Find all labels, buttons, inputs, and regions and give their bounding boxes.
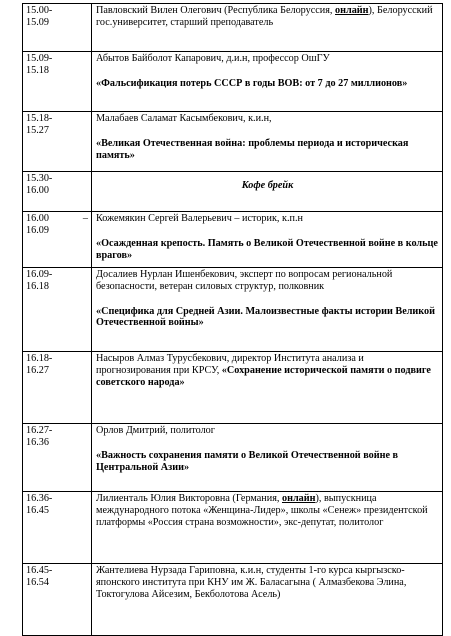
- time-end: 16.54: [26, 576, 49, 588]
- table-row: [23, 172, 443, 212]
- time-end: 16.45: [26, 504, 49, 516]
- speaker-desc: Кожемякин Сергей Валерьевич – историк, к.п.н: [96, 213, 303, 224]
- speaker-desc: Павловский Вилен Олегович (Республика Белоруссия,: [96, 5, 336, 16]
- time-end: 16.27: [26, 364, 49, 376]
- speaker-desc: Лилиенталь Юлия Викторовна (Германия,: [96, 493, 282, 504]
- table-row: [23, 492, 443, 564]
- time-end: 15.18: [26, 64, 49, 76]
- speaker-cell: [92, 564, 443, 636]
- table-row: [23, 212, 443, 268]
- talk-title: «Важность сохранения памяти о Великой Отечественной войне в Центральной Азии»: [96, 449, 399, 473]
- time-start: 16.00: [26, 213, 49, 224]
- time-cell: [23, 4, 92, 52]
- schedule-table: [22, 3, 443, 636]
- talk-title: «Осажденная крепость. Память о Великой Отечественной войне в кольце врагов»: [96, 237, 438, 261]
- time-cell: [23, 172, 92, 212]
- speaker-desc: Досалиев Нурлан Ишенбекович, эксперт по вопросам региональной безопасности, ветеран силовых структур, полковник: [96, 269, 393, 292]
- speaker-desc-cont: ), Белорусский гос.университет, старший преподаватель: [96, 5, 433, 28]
- speaker-cell: [92, 212, 443, 268]
- talk-title: «Фальсификация потерь СССР в годы ВОВ: от 7 до 27 миллионов»: [96, 77, 408, 89]
- online-badge: онлайн: [281, 493, 316, 504]
- time-end: 16.36: [26, 436, 49, 448]
- speaker-desc: Насыров Алмаз Турусбекович, директор Института анализа и прогнозирования при КРСУ,: [96, 353, 364, 376]
- time-cell: [23, 492, 92, 564]
- talk-title: «Специфика для Средней Азии. Малоизвестные факты истории Великой Отечественной войны»: [96, 305, 436, 329]
- talk-title: «Сохранение исторической памяти о подвиге советского народа»: [96, 364, 431, 388]
- time-cell: [23, 52, 92, 112]
- speaker-desc: Малабаев Саламат Касымбекович, к.и.н,: [96, 113, 272, 124]
- speaker-cell: [92, 112, 443, 172]
- time-dash: –: [82, 213, 88, 224]
- table-row: [23, 352, 443, 424]
- time-start: 15.30-: [26, 173, 53, 184]
- time-start: 15.00-: [26, 5, 53, 16]
- time-start: 16.09-: [26, 269, 53, 280]
- time-start: 16.36-: [26, 493, 53, 504]
- table-row: [23, 564, 443, 636]
- time-end: 15.27: [26, 124, 49, 136]
- speaker-cell: [92, 52, 443, 112]
- time-end: 16.09: [26, 224, 49, 236]
- time-cell: [23, 352, 92, 424]
- time-cell: [23, 268, 92, 352]
- time-start: 15.09-: [26, 53, 53, 64]
- speaker-cell: [92, 268, 443, 352]
- time-cell: [23, 112, 92, 172]
- speaker-cell: [92, 4, 443, 52]
- time-cell: [23, 564, 92, 636]
- speaker-desc: Абытов Байболот Капарович, д.и.н, профессор ОшГУ: [96, 53, 330, 64]
- talk-title: «Великая Отечественная война: проблемы периода и историческая память»: [96, 137, 409, 161]
- time-start: 16.18-: [26, 353, 53, 364]
- time-start: 16.45-: [26, 565, 53, 576]
- table-row: [23, 4, 443, 52]
- table-row: [23, 424, 443, 492]
- time-end: 15.09: [26, 16, 49, 28]
- speaker-cell: [92, 492, 443, 564]
- time-end: 16.18: [26, 280, 49, 292]
- table-row: [23, 268, 443, 352]
- coffee-break-label: Кофе брейк: [92, 172, 443, 212]
- table-row: [23, 112, 443, 172]
- time-cell: [23, 212, 92, 268]
- table-row: [23, 52, 443, 112]
- time-start: 16.27-: [26, 425, 53, 436]
- speaker-desc-cont: ), выпускница международного потока «Женщина-Лидер», школы «Сенеж» президентской платформы «Россия страна возможности», экс-депутат, политолог: [96, 493, 428, 528]
- speaker-desc: Жантелиева Нурзада Гариповна, к.и.н, студенты 1-го курса кыргызско-японского института при КНУ им Ж. Баласагына ( Алмазбекова Элина, Токтогулова Айсезим, Бекболотова Асель): [96, 565, 407, 600]
- speaker-desc: Орлов Дмитрий, политолог: [96, 425, 215, 436]
- time-cell: [23, 424, 92, 492]
- time-start: 15.18-: [26, 113, 53, 124]
- speaker-cell: [92, 352, 443, 424]
- speaker-cell: [92, 424, 443, 492]
- time-end: 16.00: [26, 184, 49, 196]
- online-badge: онлайн: [335, 5, 369, 16]
